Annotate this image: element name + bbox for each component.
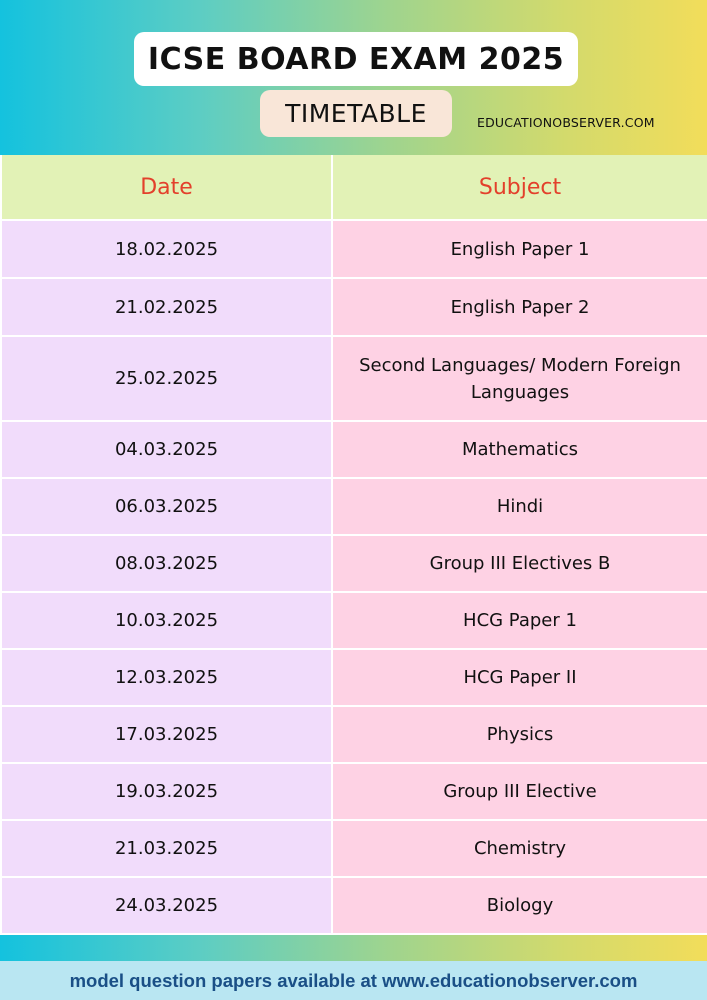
date-cell: 17.03.2025 bbox=[2, 707, 331, 762]
page-subtitle: TIMETABLE bbox=[285, 99, 427, 128]
subject-cell: Biology bbox=[333, 878, 707, 933]
page-title: ICSE BOARD EXAM 2025 bbox=[147, 41, 565, 77]
footer-bar bbox=[0, 961, 707, 1000]
table-row bbox=[0, 479, 707, 536]
date-cell: 25.02.2025 bbox=[2, 337, 331, 420]
table-row bbox=[0, 593, 707, 650]
date-cell: 12.03.2025 bbox=[2, 650, 331, 705]
title-box bbox=[134, 32, 578, 86]
table-row bbox=[0, 764, 707, 821]
date-cell: 08.03.2025 bbox=[2, 536, 331, 591]
table-row bbox=[0, 221, 707, 279]
table-row bbox=[0, 337, 707, 422]
table-header-row bbox=[0, 155, 707, 221]
table-row bbox=[0, 821, 707, 878]
subject-cell: Group III Elective bbox=[333, 764, 707, 819]
table-row bbox=[0, 707, 707, 764]
header-banner bbox=[0, 0, 707, 155]
footer-text: model question papers available at www.educationobserver.com bbox=[69, 969, 638, 991]
subject-cell: Chemistry bbox=[333, 821, 707, 876]
subject-cell: Second Languages/ Modern Foreign Languages bbox=[333, 337, 707, 420]
date-cell: 24.03.2025 bbox=[2, 878, 331, 933]
date-cell: 06.03.2025 bbox=[2, 479, 331, 534]
website-label: EDUCATIONOBSERVER.COM bbox=[477, 115, 655, 130]
date-cell: 04.03.2025 bbox=[2, 422, 331, 477]
date-cell: 21.03.2025 bbox=[2, 821, 331, 876]
bottom-gradient-strip bbox=[0, 935, 707, 961]
date-cell: 21.02.2025 bbox=[2, 279, 331, 335]
subject-column-header: Subject bbox=[333, 155, 707, 219]
date-cell: 18.02.2025 bbox=[2, 221, 331, 277]
date-cell: 19.03.2025 bbox=[2, 764, 331, 819]
table-row bbox=[0, 422, 707, 479]
subject-cell: HCG Paper II bbox=[333, 650, 707, 705]
subject-cell: Hindi bbox=[333, 479, 707, 534]
subject-cell: Group III Electives B bbox=[333, 536, 707, 591]
table-row bbox=[0, 878, 707, 935]
timetable-table bbox=[0, 155, 707, 935]
subject-cell: HCG Paper 1 bbox=[333, 593, 707, 648]
subtitle-box bbox=[260, 90, 452, 137]
date-column-header: Date bbox=[2, 155, 331, 219]
table-row bbox=[0, 536, 707, 593]
table-row bbox=[0, 650, 707, 707]
date-cell: 10.03.2025 bbox=[2, 593, 331, 648]
subject-cell: Mathematics bbox=[333, 422, 707, 477]
subject-cell: Physics bbox=[333, 707, 707, 762]
table-row bbox=[0, 279, 707, 337]
subject-cell: English Paper 1 bbox=[333, 221, 707, 277]
subject-cell: English Paper 2 bbox=[333, 279, 707, 335]
